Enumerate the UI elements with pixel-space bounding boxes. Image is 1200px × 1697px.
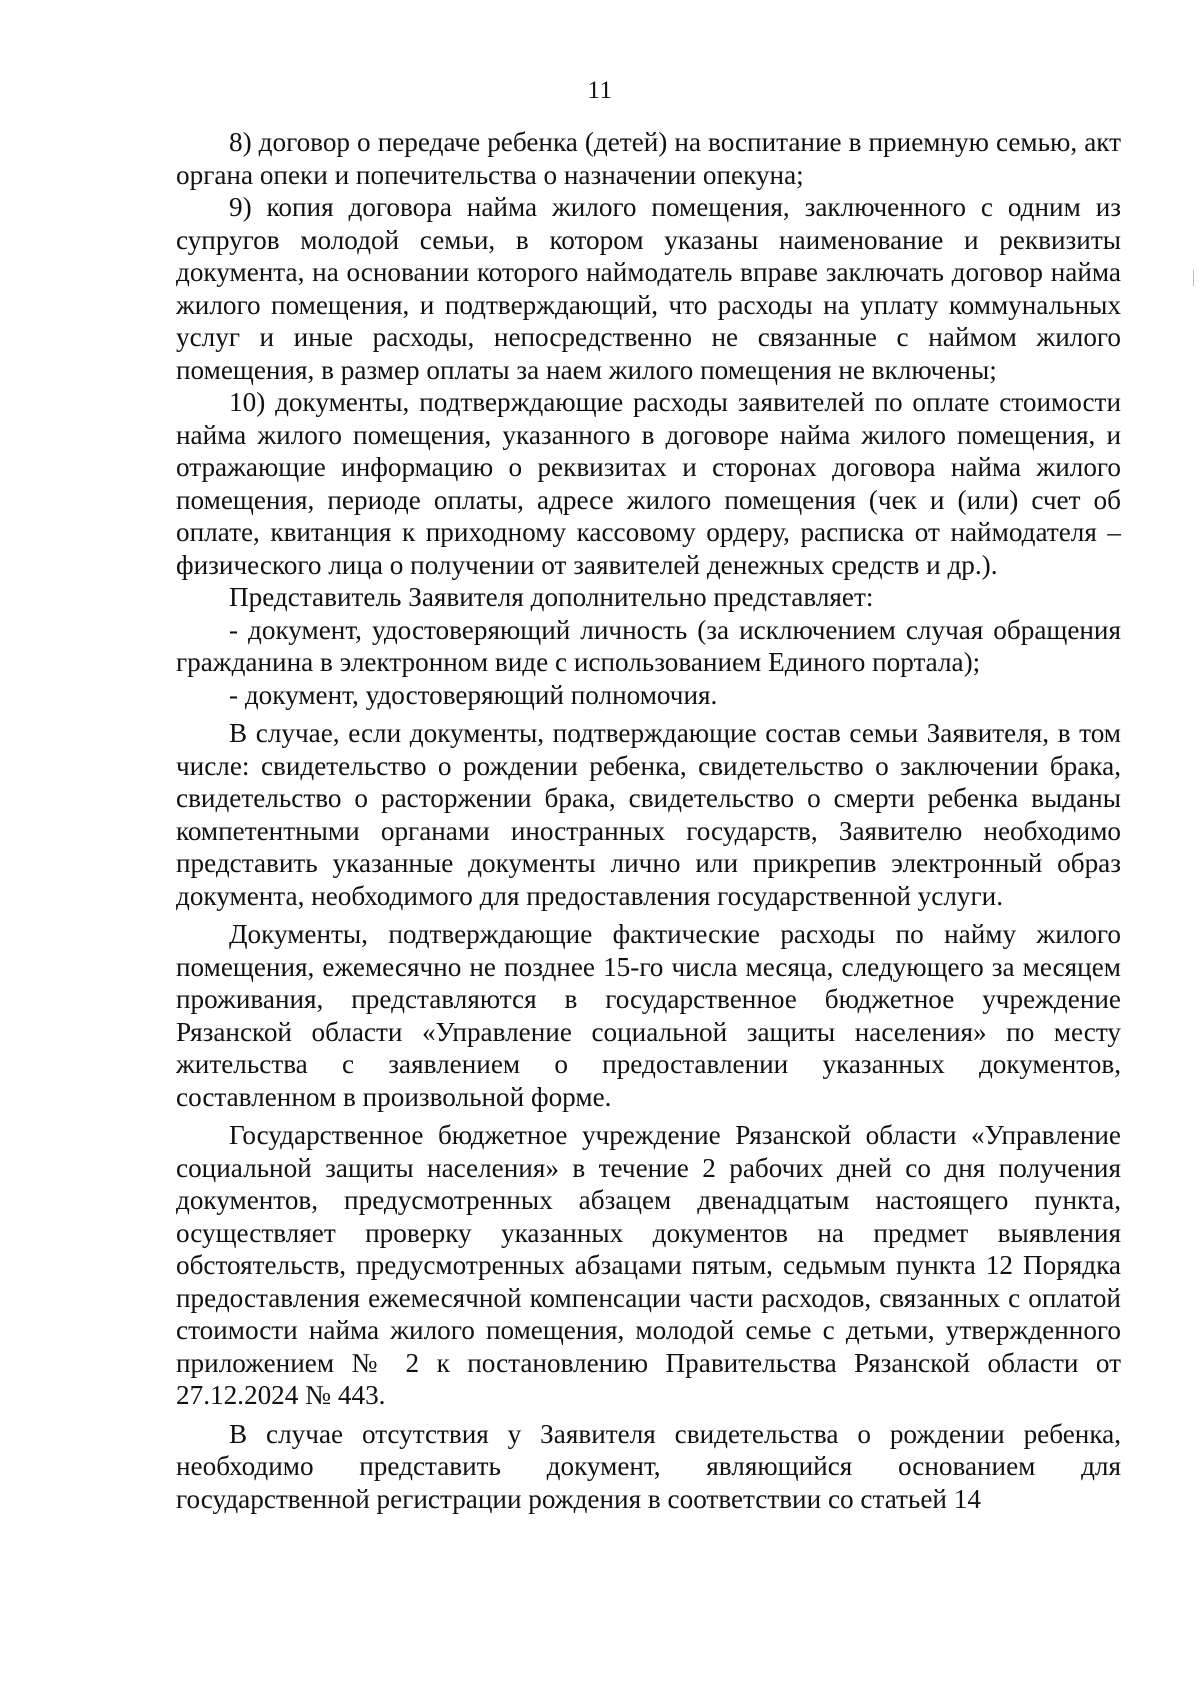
- paragraph-monthly-expenses: Документы, подтверждающие фактические расходы по найму жилого помещения, ежемесячно не позднее 15-го числа месяца, следующего за месяцем проживания, представляются в государственное бюджетное учреждение Рязанской области «Управление социальной защиты населения» по месту жительства с заявлением о предоставлении указанных документов, составленном в произвольной форме.: [176, 919, 1121, 1112]
- paragraph-representative: Представитель Заявителя дополнительно представляет:: [229, 582, 874, 612]
- paragraph-item-10: 10) документы, подтверждающие расходы заявителей по оплате стоимости найма жилого помещения, указанного в договоре найма жилого помещения, и отражающие информацию о реквизитах и сторонах договора найма жилого помещения, периоде оплаты, адресе жилого помещения (чек и (или) счет об оплате, квитанция к приходному кассовому ордеру, расписка от наймодателя – физического лица о получении от заявителей денежных средств и др.).: [176, 387, 1121, 580]
- paragraph-foreign-documents: В случае, если документы, подтверждающие состав семьи Заявителя, в том числе: свидетельство о рождении ребенка, свидетельство о заключении брака, свидетельство о расторжении брака, свидетельство о смерти ребенка выданы компетентными органами иностранных государств, Заявителю необходимо представить указанные документы лично или прикрепив электронный образ документа, необходимого для предоставления государственной услуги.: [176, 718, 1121, 911]
- paragraph-identity-document: - документ, удостоверяющий личность (за исключением случая обращения гражданина в электронном виде с использованием Единого портала);: [176, 614, 1121, 677]
- scan-edge-mark: [1193, 270, 1194, 286]
- paragraph-authority-document: - документ, удостоверяющий полномочия.: [229, 679, 718, 710]
- document-body: [176, 126, 1121, 1515]
- page-number: 11: [587, 77, 613, 104]
- paragraph-item-9: 9) копия договора найма жилого помещения, заключенного с одним из супругов молодой семьи, в котором указаны наименование и реквизиты документа, на основании которого наймодатель вправе заключать договор найма жилого помещения, и подтверждающий, что расходы на уплату коммунальных услуг и иные расходы, непосредственно не связанные с наймом жилого помещения, в размер оплаты за наем жилого помещения не включены;: [176, 192, 1121, 385]
- paragraph-birth-certificate: В случае отсутствия у Заявителя свидетельства о рождении ребенка, необходимо представить документ, являющийся основанием для государственной регистрации рождения в соответствии со статьей 14: [176, 1418, 1121, 1514]
- paragraph-item-8: 8) договор о передаче ребенка (детей) на воспитание в приемную семью, акт органа опеки и попечительства о назначении опекуна;: [176, 127, 1121, 190]
- paragraph-verification: Государственное бюджетное учреждение Рязанской области «Управление социальной защиты населения» в течение 2 рабочих дней со дня получения документов, предусмотренных абзацем двенадцатым настоящего пункта, осуществляет проверку указанных документов на предмет выявления обстоятельств, предусмотренных абзацами пятым, седьмым пункта 12 Порядка предоставления ежемесячной компенсации части расходов, связанных с оплатой стоимости найма жилого помещения, молодой семье с детьми, утвержденного приложением № 2 к постановлению Правительства Рязанской области от 27.12.2024 № 443.: [176, 1120, 1121, 1410]
